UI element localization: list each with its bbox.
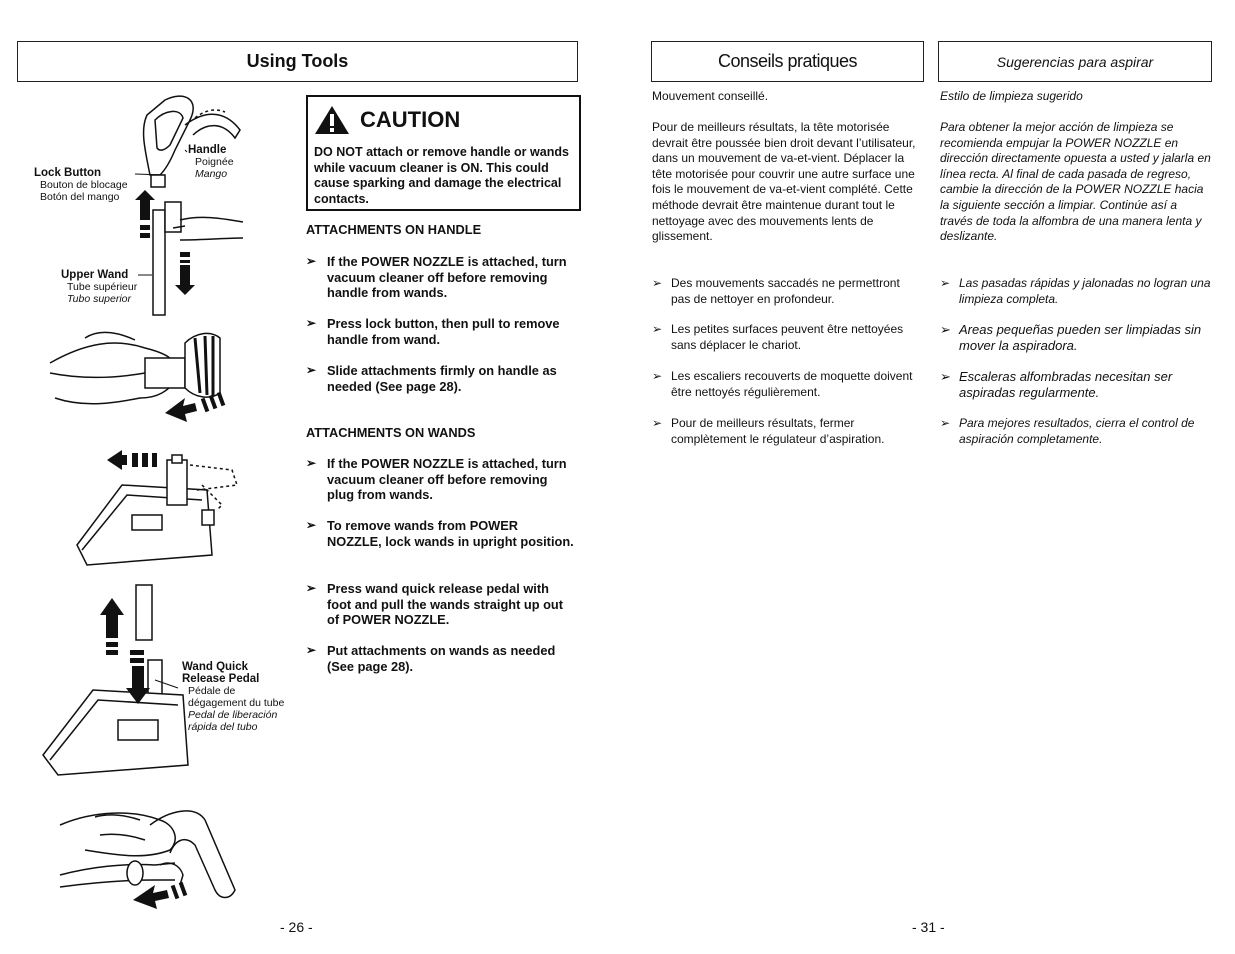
- label-es: Tubo superior: [67, 293, 132, 305]
- bullet-text: Las pasadas rápidas y jalonadas no logran una limpieza completa.: [959, 276, 1211, 306]
- handle-section-heading: ATTACHMENTS ON HANDLE: [306, 222, 482, 237]
- bullet-arrow-icon: ➢: [306, 456, 317, 470]
- label-en: Lock Button: [34, 167, 102, 179]
- list-item: [940, 276, 1212, 307]
- es-intro: Estilo de limpieza sugerido: [940, 89, 1083, 103]
- list-item: [652, 276, 922, 307]
- bullet-arrow-icon: ➢: [940, 369, 951, 384]
- label-en: Handle: [188, 144, 227, 156]
- wands-section-heading: ATTACHMENTS ON WANDS: [306, 425, 476, 440]
- bullet-text: To remove wands from POWER NOZZLE, lock wands in upright position.: [327, 518, 574, 549]
- list-item: [652, 322, 922, 353]
- warning-icon: [314, 105, 350, 135]
- caution-title: CAUTION: [360, 107, 461, 132]
- list-item: [652, 416, 922, 447]
- label-es: Mango: [195, 168, 228, 180]
- bullet-arrow-icon: ➢: [306, 254, 317, 268]
- bullet-arrow-icon: ➢: [940, 322, 951, 337]
- page-number-left: - 26 -: [280, 919, 313, 935]
- bullet-text: Les escaliers recouverts de moquette doivent être nettoyés régulièrement.: [671, 369, 913, 399]
- header-text: Sugerencias para aspirar: [996, 53, 1154, 70]
- bullet-text: If the POWER NOZZLE is attached, turn vacuum cleaner off before removing handle from wands.: [327, 254, 567, 301]
- caution-body: DO NOT attach or remove handle or wands while vacuum cleaner is ON. This could cause sparking and damage the electrical contacts.: [314, 145, 569, 206]
- list-item: [306, 316, 576, 347]
- label-fr: dégagement du tube: [188, 697, 285, 709]
- bullet-arrow-icon: ➢: [306, 581, 317, 595]
- label-leader-lines: [0, 0, 1, 1]
- fr-paragraph: Pour de meilleurs résultats, la tête motorisée devrait être poussée bien droit devant l’utilisateur, dans un mouvement de va-et-vient. Déplacer la tête motorisée pour couvrir une autre surface une fois le mouvement de va-et-vient complété. Cette méthode devrait être maintenue durant tout le nettoyage avec des mouvements lents de glissement.: [652, 120, 916, 244]
- section-header-sugerencias: [938, 41, 1212, 82]
- hand-handle-illustration: [55, 805, 245, 910]
- list-item: [940, 322, 1212, 353]
- bullet-text: Slide attachments firmly on handle as needed (See page 28).: [327, 363, 557, 394]
- bullet-arrow-icon: ➢: [306, 518, 317, 532]
- label-en: Upper Wand: [61, 269, 129, 281]
- bullet-arrow-icon: ➢: [306, 363, 317, 377]
- es-paragraph: Para obtener la mejor acción de limpieza se recomienda empujar la POWER NOZZLE en dirección directamente opuesta a usted y jalarla en línea recta. Al final de cada pasada de regreso, cambie la dirección de la POWER NOZZLE hacia la siguiente sección a limpiar. Continúe así a través de toda la alfombra de una manera lenta y deslizante.: [940, 120, 1211, 244]
- list-item: [306, 456, 576, 503]
- bullet-text: Put attachments on wands as needed (See page 28).: [327, 643, 556, 674]
- label-fr: Tube supérieur: [67, 281, 138, 293]
- wand-release-illustration: [38, 580, 198, 780]
- label-en: Wand Quick: [182, 661, 249, 673]
- bullet-arrow-icon: ➢: [306, 316, 317, 330]
- section-header-using-tools: [17, 41, 578, 82]
- label-fr: Poignée: [195, 156, 234, 168]
- header-text: Conseils pratiques: [717, 51, 858, 71]
- list-item: [940, 369, 1212, 400]
- list-item: [940, 416, 1212, 447]
- label-es: Pedal de liberación: [188, 709, 278, 721]
- upper-wand-label: [61, 269, 137, 305]
- page-number-right: - 31 -: [912, 919, 945, 935]
- bullet-text: Areas pequeñas pueden ser limpiadas sin mover la aspiradora.: [959, 322, 1202, 353]
- bullet-text: If the POWER NOZZLE is attached, turn vacuum cleaner off before removing plug from wands.: [327, 456, 567, 503]
- bullet-arrow-icon: ➢: [940, 276, 951, 290]
- caution-title-row: [314, 103, 573, 137]
- label-es: Botón del mango: [40, 191, 120, 203]
- label-es: rápida del tubo: [188, 721, 258, 733]
- label-fr: Bouton de blocage: [40, 179, 128, 191]
- list-item: [306, 518, 576, 549]
- list-item: [306, 643, 576, 674]
- caution-box: [306, 95, 581, 211]
- bullet-arrow-icon: ➢: [940, 416, 951, 430]
- bullet-text: Pour de meilleurs résultats, fermer complètement le régulateur d’aspiration.: [671, 416, 885, 446]
- label-en: Release Pedal: [182, 673, 260, 685]
- bullet-text: Press lock button, then pull to remove handle from wand.: [327, 316, 560, 347]
- fr-intro: Mouvement conseillé.: [652, 89, 769, 103]
- bullet-arrow-icon: ➢: [652, 416, 663, 430]
- bullet-arrow-icon: ➢: [306, 643, 317, 657]
- wand-quick-release-label: [182, 661, 284, 733]
- list-item: [652, 369, 922, 400]
- bullet-arrow-icon: ➢: [652, 369, 663, 383]
- bullet-arrow-icon: ➢: [652, 322, 663, 336]
- bullet-text: Escaleras alfombradas necesitan ser aspiradas regularmente.: [959, 369, 1173, 400]
- label-fr: Pédale de: [188, 685, 236, 697]
- bullet-text: Les petites surfaces peuvent être nettoyées sans déplacer le chariot.: [671, 322, 904, 352]
- power-nozzle-unplug-illustration: [72, 445, 247, 575]
- handle-illustration: [125, 90, 250, 315]
- header-text: Using Tools: [246, 51, 349, 71]
- bullet-text: Des mouvements saccadés ne permettront pas de nettoyer en profondeur.: [671, 276, 900, 306]
- list-item: [306, 363, 576, 394]
- handle-label: [188, 144, 234, 180]
- list-item: [306, 581, 576, 628]
- section-header-conseils: [651, 41, 924, 82]
- lock-button-label: [34, 167, 128, 203]
- brush-attachment-illustration: [45, 318, 245, 428]
- bullet-text: Press wand quick release pedal with foot and pull the wands straight up out of POWER NOZZLE.: [327, 581, 564, 628]
- list-item: [306, 254, 576, 301]
- bullet-arrow-icon: ➢: [652, 276, 663, 290]
- bullet-text: Para mejores resultados, cierra el control de aspiración completamente.: [959, 416, 1195, 446]
